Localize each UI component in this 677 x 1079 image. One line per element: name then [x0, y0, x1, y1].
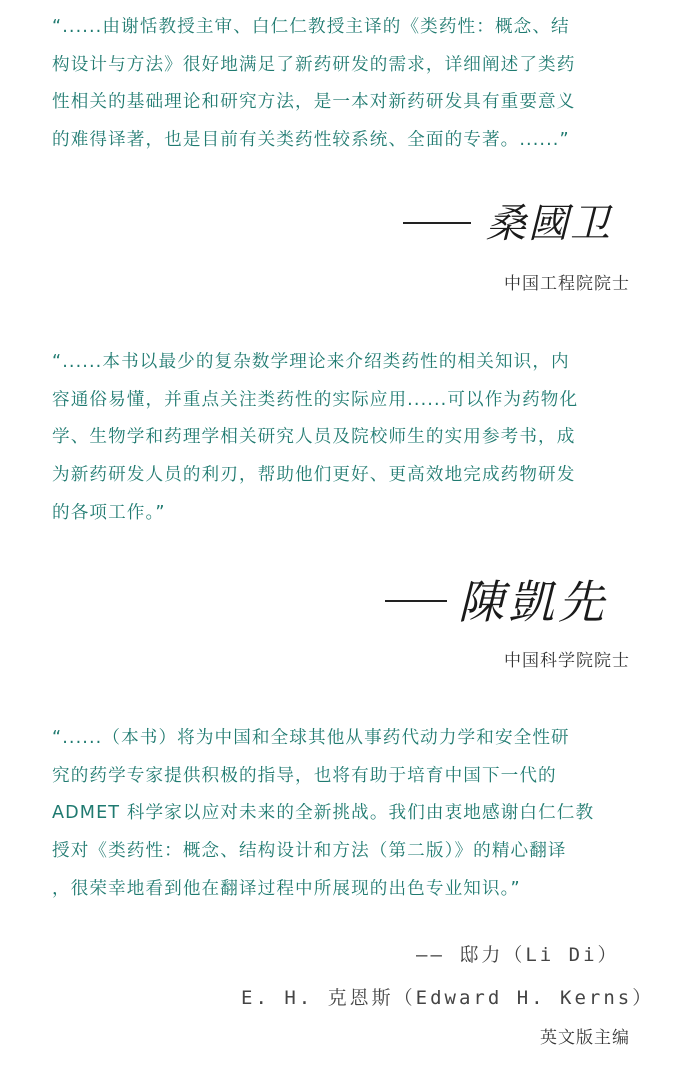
quote-3 [52, 720, 630, 909]
affiliation-3: 英文版主编 [540, 1028, 630, 1048]
signature-1-dash [403, 222, 471, 224]
quote-2-line-1: “......本书以最少的复杂数学理论来介绍类药性的相关知识，内 [52, 352, 570, 372]
quote-3-line-3: ADMET 科学家以应对未来的全新挑战。我们由衷地感谢白仁仁教 [52, 803, 595, 824]
signature-2-dash [385, 600, 447, 602]
affiliation-1: 中国工程院院士 [504, 274, 630, 294]
quote-1-line-2: 构设计与方法》很好地满足了新药研发的需求，详细阐述了类药 [52, 54, 576, 75]
quote-1 [52, 9, 630, 160]
quote-1-line-4: 的难得译著，也是目前有关类药性较系统、全面的专著。......” [52, 130, 570, 151]
affiliation-2: 中国科学院院士 [504, 651, 630, 671]
signature-1: 桑國卫 [486, 201, 612, 247]
quote-2-line-5: 的各项工作。” [52, 502, 166, 523]
quote-1-line-3: 性相关的基础理论和研究方法，是一本对新药研发具有重要意义 [52, 92, 576, 113]
signature-3a: —— 邸力（Li Di） [416, 944, 620, 966]
quote-1-line-1: “......由谢恬教授主审、白仁仁教授主译的《类药性：概念、结 [52, 17, 570, 37]
signature-2: 陳凱先 [458, 575, 608, 629]
quote-3-line-1: “......（本书）将为中国和全球其他从事药代动力学和安全性研 [52, 728, 570, 748]
quote-2-line-2: 容通俗易懂，并重点关注类药性的实际应用......可以作为药物化 [52, 389, 579, 410]
quote-3-line-5: ，很荣幸地看到他在翻译过程中所展现的出色专业知识。” [52, 878, 521, 899]
quote-2-line-4: 为新药研发人员的利刃，帮助他们更好、更高效地完成药物研发 [52, 465, 576, 486]
quote-3-line-2: 究的药学专家提供积极的指导，也将有助于培育中国下一代的 [52, 765, 557, 786]
signature-3b: E. H. 克恩斯（Edward H. Kerns） [241, 987, 655, 1009]
quote-3-line-4: 授对《类药性：概念、结构设计和方法（第二版）》的精心翻译 [52, 841, 567, 862]
quote-2 [52, 344, 630, 533]
quote-2-line-3: 学、生物学和药理学相关研究人员及院校师生的实用参考书，成 [52, 427, 576, 448]
